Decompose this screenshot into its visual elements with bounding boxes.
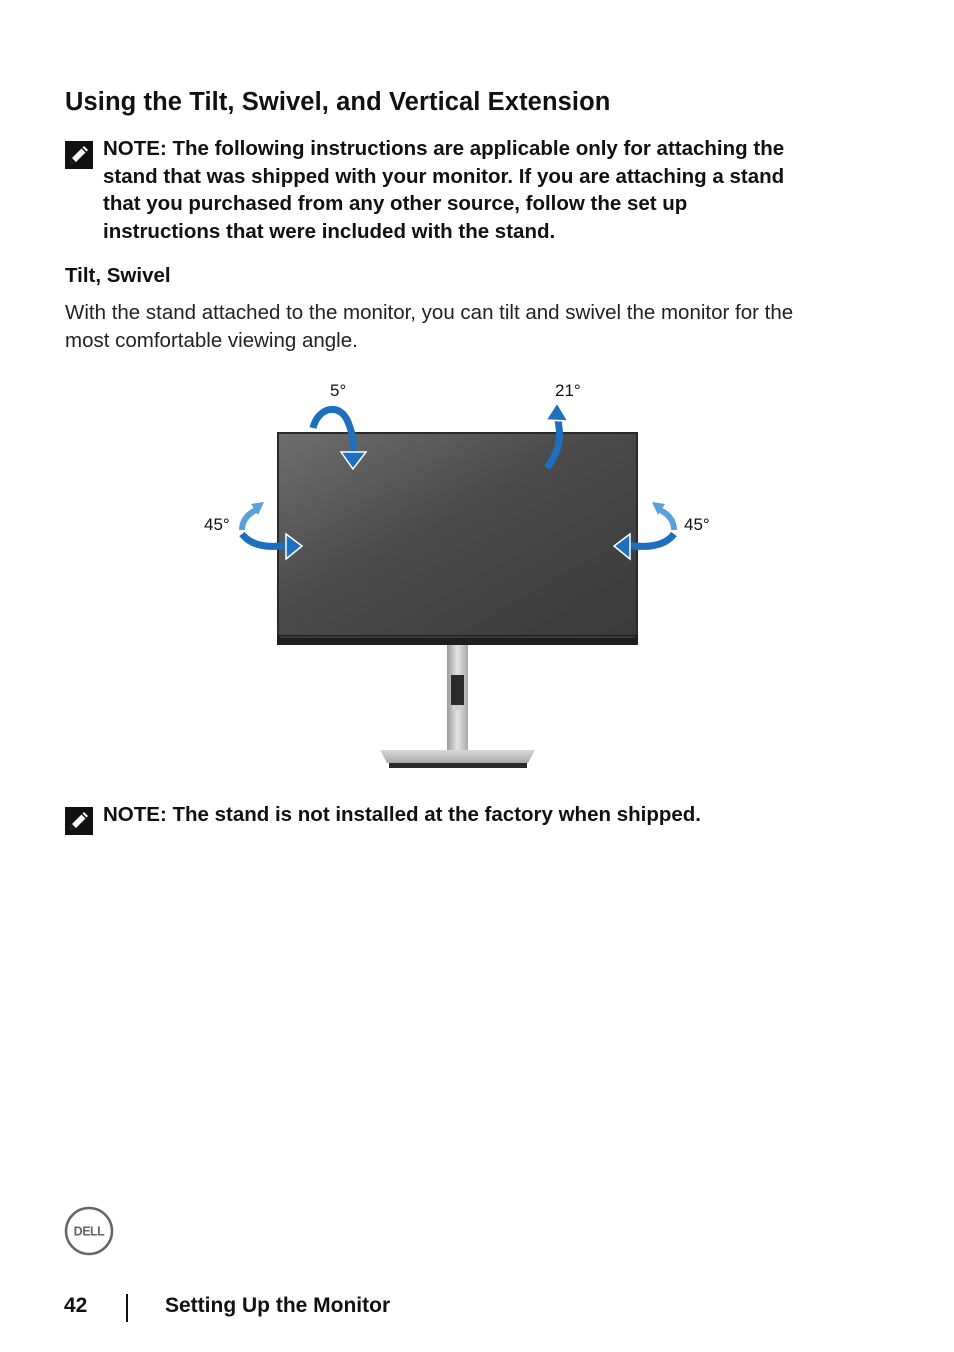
tilt-forward-label: 5°	[330, 381, 347, 400]
note-factory: NOTE: The stand is not installed at the factory when shipped.	[103, 803, 701, 826]
note-line: NOTE: The following instructions are applicable only for attaching the	[103, 137, 785, 160]
note-pencil-icon	[65, 141, 93, 169]
note-line: instructions that were included with the stand.	[103, 219, 556, 243]
monitor-stand	[380, 645, 535, 768]
body-line: With the stand attached to the monitor, you can tilt and swivel the monitor for the	[65, 301, 794, 324]
body-line: most comfortable viewing angle.	[65, 328, 358, 352]
section-body	[65, 299, 865, 354]
section-title: Tilt, Swivel	[65, 264, 171, 287]
page-number: 42	[64, 1294, 88, 1317]
monitor-tilt-swivel-illustration	[190, 372, 750, 774]
note-line: that you purchased from any other source, follow the set up	[103, 192, 688, 215]
note-instructions	[103, 135, 883, 245]
swivel-left-label: 45°	[204, 515, 230, 534]
note-pencil-icon	[65, 807, 93, 835]
dell-logo	[64, 1206, 114, 1256]
note-line: stand that was shipped with your monitor. If you are attaching a stand	[103, 164, 785, 188]
svg-text:DELL: DELL	[73, 1224, 105, 1239]
footer-divider	[126, 1294, 128, 1322]
page-title: Using the Tilt, Swivel, and Vertical Extension	[65, 88, 611, 116]
tilt-back-label: 21°	[555, 381, 581, 400]
swivel-right-label: 45°	[684, 515, 710, 534]
footer-section-title: Setting Up the Monitor	[165, 1294, 391, 1317]
monitor-display	[277, 432, 638, 645]
